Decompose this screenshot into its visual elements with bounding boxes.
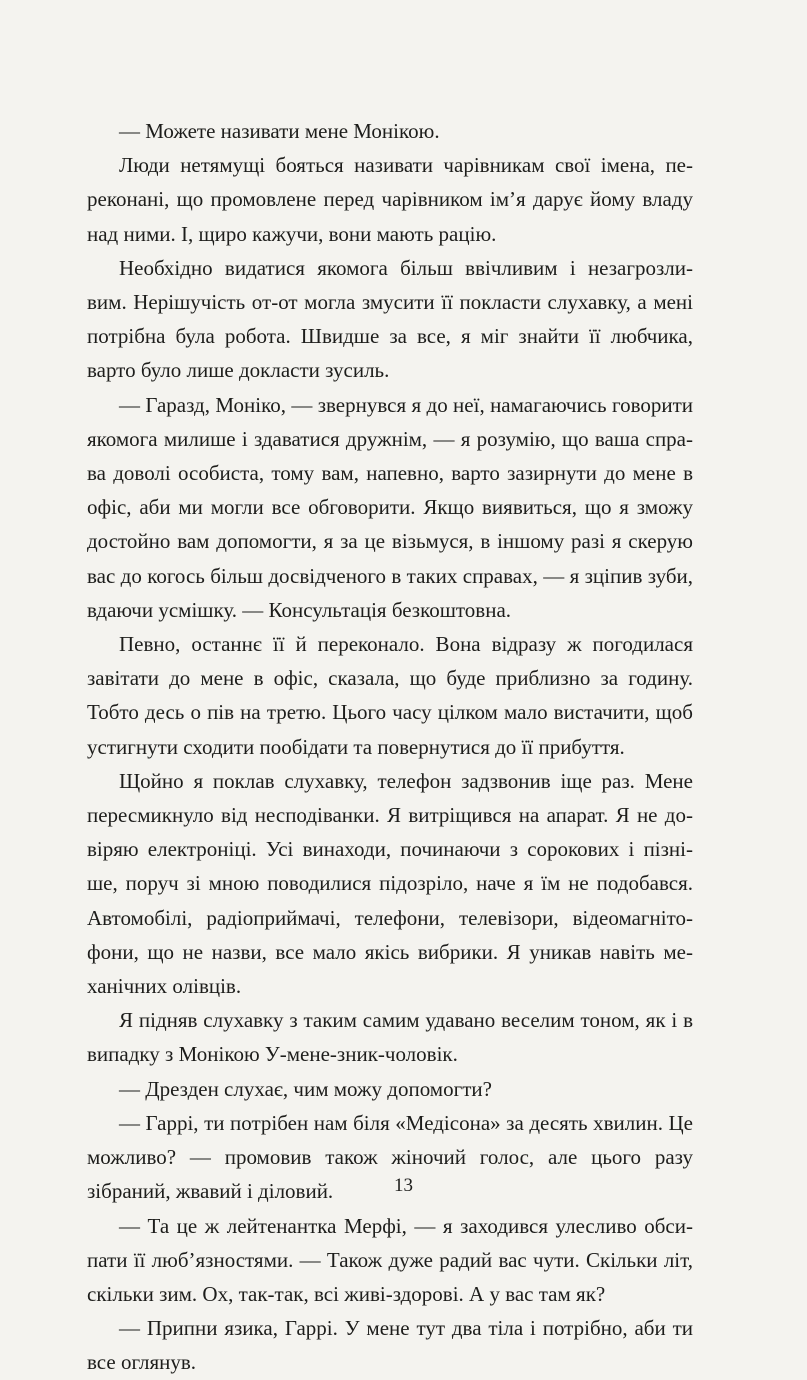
paragraph: — Дрезден слухає, чим можу допомогти? bbox=[119, 1076, 492, 1101]
paragraph: Необхідно видатися якомога більш ввічливим і незагрозли- вим. Нерішучість от-от могла змусити її покласти слухавку, а мені потрібна була робота. Швидше за все, я міг знайти її любчика, варто було лише докласти зусиль. bbox=[87, 255, 693, 383]
paragraph: Певно, останнє її й переконало. Вона відразу ж погодилася завітати до мене в офіс, сказала, що буде приблизно за годину. Тобто десь о пів на третю. Цього часу цілком мало вистачити, щоб устигнути сходити пообідати та повернутися до її прибуття. bbox=[87, 632, 693, 759]
paragraph: Я підняв слухавку з таким самим удавано веселим тоном, як і в випадку з Монікою У-мене-зник-чоловік. bbox=[87, 1008, 693, 1067]
paragraph: Щойно я поклав слухавку, телефон задзвонив іще раз. Мене пересмикнуло від несподіванки. Я витріщився на апарат. Я не до- віряю електроніці. Усі винаходи, починаючи з сорокових і пізні- ше, поруч зі мною поводилися підозріло, наче я їм не подобався. Автомобілі, радіоприймачі, телефони, телевізори, відеомагніто- фони, що не назви, все мало якісь вибрики. Я уникав навіть ме- ханічних олівців. bbox=[87, 768, 693, 999]
paragraph: — Гаразд, Моніко, — звернувся я до неї, намагаючись говорити якомога милише і здаватися дружнім, — я розумію, що ваша спра- ва доволі особиста, тому вам, напевно, варто зазирнути до мене в офіс, аби ми могли все обговорити. Якщо виявиться, що я зможу достойно вам допомогти, я за це візьмуся, в іншому разі я скерую вас до когось більш досвідченого в таких справах, — я зціпив зуби, вдаючи усмішку. — Консультація безкоштовна. bbox=[87, 392, 693, 622]
paragraph: — Гаррі, ти потрібен нам біля «Медісона» за десять хвилин. Це можливо? — промовив також жіночий голос, але цього разу зібраний, жвавий і діловий. bbox=[87, 1110, 693, 1204]
paragraph: — Припни язика, Гаррі. У мене тут два тіла і потрібно, аби ти все оглянув. bbox=[87, 1316, 693, 1375]
page-number: 13 bbox=[394, 1175, 413, 1196]
paragraph: Люди нетямущі бояться називати чарівникам свої імена, пе- реконані, що промовлене перед чарівником ім’я дарує йому владу над ними. І, щиро кажучи, вони мають рацію. bbox=[87, 153, 693, 246]
paragraph: — Та це ж лейтенантка Мерфі, — я заходився улесливо обси- пати її люб’язностями. — Також дуже радий вас чути. Скільки літ, скільки зим. Ох, так-так, всі живі-здорові. А у вас там як? bbox=[87, 1213, 693, 1306]
paragraph: — Можете називати мене Монікою. bbox=[119, 119, 440, 143]
